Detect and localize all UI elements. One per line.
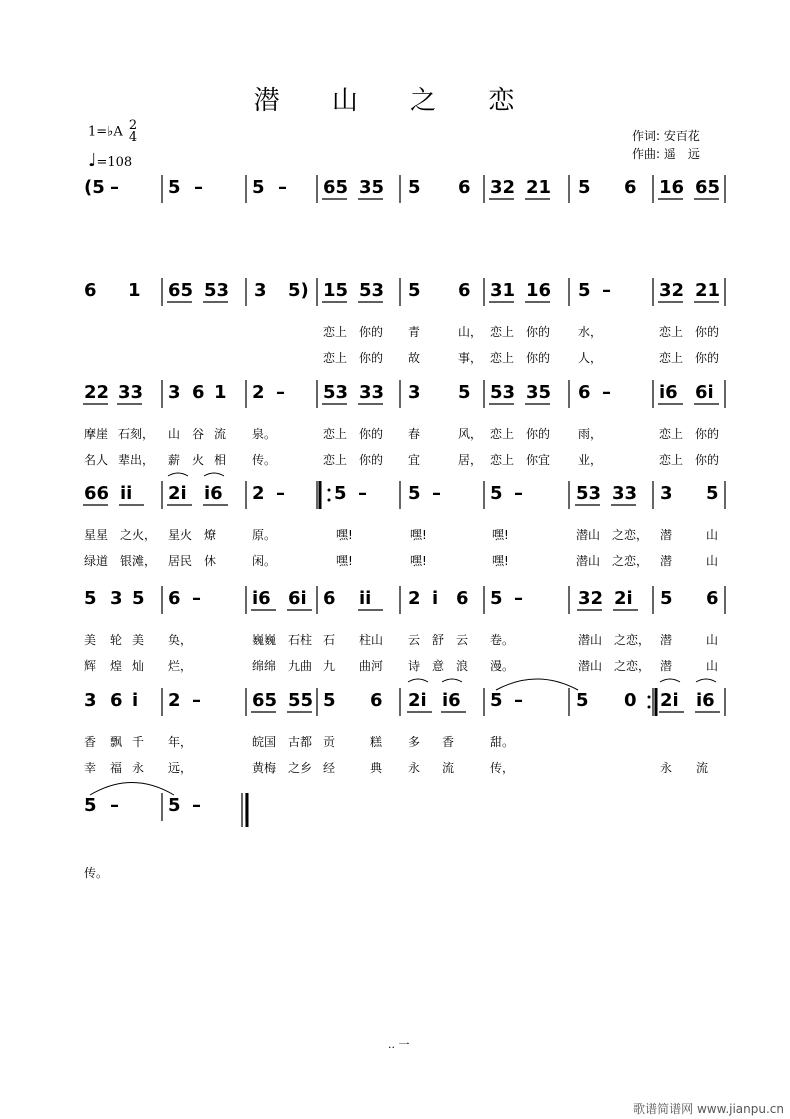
note: 5 bbox=[252, 177, 265, 198]
lyric-verse-2: 绿道 bbox=[84, 554, 109, 568]
watermark: 歌谱简谱网 www.jianpu.cn bbox=[633, 1102, 784, 1116]
lyric-verse-2: 薪 bbox=[168, 453, 181, 467]
lyric-verse-2: 传， bbox=[490, 761, 515, 775]
lyric-verse-1: 石 bbox=[323, 633, 336, 647]
lyric-verse-2: 辈出， bbox=[118, 453, 155, 467]
lyric-verse-2: 名人 bbox=[84, 453, 109, 467]
note: 2i bbox=[614, 588, 633, 609]
note: 5 bbox=[132, 588, 145, 609]
lyric-verse-1: 你的 bbox=[695, 325, 720, 339]
lyric-verse-2: 意 bbox=[432, 659, 445, 673]
lyric-verse-1: 嘿! bbox=[492, 528, 509, 542]
note: (5 bbox=[84, 177, 105, 198]
lyric-verse-2: 流 bbox=[696, 761, 709, 775]
lyric-verse-1: 雨， bbox=[578, 427, 603, 441]
lyric-verse-2: 恋上 bbox=[659, 453, 684, 467]
lyric-verse-2: 灿 bbox=[132, 659, 145, 673]
note: 2i bbox=[408, 690, 427, 711]
note: i6 bbox=[204, 483, 223, 504]
lyric-verse-2: 你的 bbox=[359, 453, 384, 467]
note: 55 bbox=[288, 690, 314, 711]
lyric-verse-2: 诗 bbox=[408, 659, 421, 673]
lyric-verse-2: 你的 bbox=[359, 351, 384, 365]
note: 53 bbox=[204, 280, 230, 301]
note: i6 bbox=[659, 382, 678, 403]
tail-lyric: 传。 bbox=[84, 866, 109, 880]
lyric-verse-2: 潜 bbox=[660, 659, 673, 673]
note: 2 bbox=[252, 483, 265, 504]
slur-mark bbox=[660, 679, 680, 682]
lyric-verse-1: 山 bbox=[706, 528, 719, 542]
lyric-verse-2: 烂， bbox=[168, 659, 193, 673]
lyric-verse-2: 火 bbox=[192, 453, 205, 467]
lyric-verse-2: 居， bbox=[458, 453, 483, 467]
note: 33 bbox=[118, 382, 144, 403]
lyric-verse-1: 之恋， bbox=[614, 633, 651, 647]
lyric-verse-2: 之恋， bbox=[614, 659, 651, 673]
lyric-verse-2: 恋上 bbox=[490, 453, 515, 467]
note: i bbox=[132, 690, 139, 711]
note: 5 bbox=[706, 483, 719, 504]
note: 6 bbox=[458, 280, 471, 301]
note: 53 bbox=[576, 483, 602, 504]
song-title: 潜 山 之 恋 bbox=[253, 86, 537, 116]
time-sig-bottom: 4 bbox=[128, 130, 138, 145]
note: 5 bbox=[490, 483, 503, 504]
note: 21 bbox=[526, 177, 552, 198]
note: 33 bbox=[359, 382, 385, 403]
note: 65 bbox=[252, 690, 278, 711]
lyric-verse-1: 泉。 bbox=[252, 427, 277, 441]
lyric-verse-1: 奂， bbox=[168, 633, 193, 647]
repeat-dot bbox=[648, 706, 651, 709]
note: 65 bbox=[168, 280, 194, 301]
lyric-verse-2: 之乡 bbox=[288, 761, 313, 775]
lyric-verse-1: 星火 bbox=[168, 528, 193, 542]
lyric-verse-2: 之恋， bbox=[612, 554, 649, 568]
note: 6 bbox=[168, 588, 181, 609]
lyric-verse-1: 恋上 bbox=[323, 427, 348, 441]
lyric-verse-1: 谷 bbox=[192, 427, 205, 441]
lyric-verse-2: 你的 bbox=[526, 351, 551, 365]
note: – bbox=[358, 483, 367, 504]
note: – bbox=[110, 177, 119, 198]
lyric-verse-2: 业， bbox=[578, 453, 603, 467]
note: 65 bbox=[323, 177, 349, 198]
lyric-verse-1: 星星 bbox=[84, 528, 109, 542]
note: 2 bbox=[408, 588, 421, 609]
lyricist-credit: 作词: 安百花 bbox=[632, 129, 700, 143]
note: 5 bbox=[334, 483, 347, 504]
lyric-verse-2: 潜山 bbox=[576, 554, 601, 568]
note: 2i bbox=[168, 483, 187, 504]
note: – bbox=[276, 382, 285, 403]
note: 5 bbox=[323, 690, 336, 711]
note: 3 bbox=[660, 483, 673, 504]
lyric-verse-1: 之恋， bbox=[612, 528, 649, 542]
lyric-verse-1: 贡 bbox=[323, 735, 336, 749]
lyric-verse-2: 事， bbox=[458, 351, 483, 365]
note: 5 bbox=[84, 795, 97, 816]
note: i6 bbox=[696, 690, 715, 711]
lyric-verse-1: 春 bbox=[408, 427, 421, 441]
note: 5 bbox=[408, 177, 421, 198]
lyric-verse-1: 之火， bbox=[120, 528, 157, 542]
lyric-verse-2: 宜 bbox=[408, 453, 421, 467]
lyric-verse-2: 居民 bbox=[168, 554, 193, 568]
slur-mark bbox=[442, 679, 462, 682]
lyric-verse-1: 恋上 bbox=[323, 325, 348, 339]
lyric-verse-2: 山 bbox=[706, 554, 719, 568]
lyric-verse-1: 潜山 bbox=[576, 528, 601, 542]
note: 6 bbox=[110, 690, 123, 711]
note: – bbox=[192, 795, 201, 816]
lyric-verse-1: 甜。 bbox=[490, 735, 515, 749]
lyric-verse-1: 多 bbox=[408, 735, 421, 749]
lyric-verse-1: 你的 bbox=[695, 427, 720, 441]
lyric-verse-1: 美 bbox=[84, 633, 97, 647]
repeat-dot bbox=[328, 489, 331, 492]
lyric-verse-1: 卷。 bbox=[490, 633, 515, 647]
note: – bbox=[192, 690, 201, 711]
note: 5) bbox=[288, 280, 309, 301]
lyric-verse-1: 原。 bbox=[252, 528, 277, 542]
lyric-verse-2: 你的 bbox=[695, 453, 720, 467]
note: 6 bbox=[624, 177, 637, 198]
lyric-verse-2: 潜山 bbox=[578, 659, 603, 673]
note: 5 bbox=[168, 177, 181, 198]
note: 5 bbox=[578, 280, 591, 301]
lyric-verse-2: 流 bbox=[442, 761, 455, 775]
note: 5 bbox=[490, 690, 503, 711]
lyric-verse-2: 恋上 bbox=[659, 351, 684, 365]
slur-mark bbox=[696, 679, 716, 682]
lyric-verse-2: 永 bbox=[660, 761, 673, 775]
note: – bbox=[278, 177, 287, 198]
lyric-verse-1: 恋上 bbox=[659, 427, 684, 441]
note: – bbox=[602, 382, 611, 403]
note: 53 bbox=[490, 382, 516, 403]
slur-mark bbox=[168, 473, 188, 476]
note: ii bbox=[120, 483, 133, 504]
lyric-verse-2: 九 bbox=[323, 659, 336, 673]
note: 5 bbox=[168, 795, 181, 816]
note: 2 bbox=[168, 690, 181, 711]
note: 0 bbox=[624, 690, 637, 711]
note: 6 bbox=[458, 177, 471, 198]
note: 53 bbox=[359, 280, 385, 301]
note: 5 bbox=[490, 588, 503, 609]
lyric-verse-1: 风， bbox=[458, 427, 483, 441]
note: – bbox=[110, 795, 119, 816]
page-marks: .. 一 bbox=[388, 1038, 410, 1051]
lyric-verse-1: 石刻， bbox=[118, 427, 155, 441]
lyric-verse-1: 燎 bbox=[204, 528, 217, 542]
note: 6i bbox=[288, 588, 307, 609]
lyric-verse-2: 相 bbox=[214, 453, 227, 467]
note: – bbox=[194, 177, 203, 198]
note: 5 bbox=[84, 588, 97, 609]
lyric-verse-1: 年， bbox=[168, 735, 193, 749]
note: 3 bbox=[110, 588, 123, 609]
flat-symbol: ♭ bbox=[107, 124, 114, 140]
lyric-verse-2: 嘿! bbox=[492, 554, 509, 568]
note: – bbox=[192, 588, 201, 609]
lyric-verse-2: 人， bbox=[578, 351, 603, 365]
note: 31 bbox=[490, 280, 516, 301]
repeat-dot bbox=[328, 499, 331, 502]
lyric-verse-2: 嘿! bbox=[410, 554, 427, 568]
lyric-verse-2: 嘿! bbox=[336, 554, 353, 568]
note: 35 bbox=[359, 177, 385, 198]
lyric-verse-2: 闲。 bbox=[252, 554, 277, 568]
note: 6 bbox=[578, 382, 591, 403]
lyric-verse-1: 云 bbox=[408, 633, 421, 647]
slur-mark bbox=[408, 679, 428, 682]
composer-credit: 作曲: 遥 远 bbox=[632, 147, 700, 161]
note: 1 bbox=[214, 382, 227, 403]
lyric-verse-1: 山 bbox=[706, 633, 719, 647]
lyric-verse-2: 浪 bbox=[456, 659, 469, 673]
note: 35 bbox=[526, 382, 552, 403]
note: 5 bbox=[408, 483, 421, 504]
lyric-verse-1: 恋上 bbox=[659, 325, 684, 339]
lyric-verse-2: 休 bbox=[204, 554, 217, 568]
note: 5 bbox=[660, 588, 673, 609]
note: 32 bbox=[490, 177, 516, 198]
note: 6 bbox=[192, 382, 205, 403]
tempo-value: =108 bbox=[96, 155, 133, 170]
note: – bbox=[514, 690, 523, 711]
quarter-note-icon: ♩ bbox=[88, 150, 97, 171]
note: – bbox=[432, 483, 441, 504]
note: 65 bbox=[695, 177, 721, 198]
lyric-verse-2: 曲河 bbox=[359, 659, 384, 673]
tie-arc bbox=[496, 679, 578, 690]
lyric-verse-2: 山 bbox=[706, 659, 719, 673]
note: 6 bbox=[706, 588, 719, 609]
note: 6i bbox=[695, 382, 714, 403]
lyric-verse-2: 典 bbox=[370, 761, 383, 775]
repeat-dot bbox=[648, 696, 651, 699]
lyric-verse-1: 你的 bbox=[526, 427, 551, 441]
lyric-verse-2: 你的 bbox=[695, 351, 720, 365]
lyric-verse-1: 你的 bbox=[526, 325, 551, 339]
lyric-verse-1: 潜 bbox=[660, 633, 673, 647]
lyric-verse-2: 漫。 bbox=[490, 659, 515, 673]
lyric-verse-2: 你宜 bbox=[526, 453, 551, 467]
lyric-verse-1: 嘿! bbox=[410, 528, 427, 542]
lyric-verse-2: 黄梅 bbox=[252, 761, 277, 775]
lyric-verse-1: 古都 bbox=[288, 735, 313, 749]
note: 6 bbox=[370, 690, 383, 711]
lyric-verse-2: 辉 bbox=[84, 659, 97, 673]
lyric-verse-1: 山， bbox=[458, 325, 483, 339]
lyric-verse-2: 恋上 bbox=[323, 453, 348, 467]
lyric-verse-1: 潜山 bbox=[578, 633, 603, 647]
slur-mark bbox=[204, 473, 224, 476]
lyric-verse-1: 流 bbox=[214, 427, 227, 441]
note: – bbox=[514, 483, 523, 504]
note: i6 bbox=[252, 588, 271, 609]
lyric-verse-2: 煌 bbox=[110, 659, 123, 673]
lyric-verse-2: 绵绵 bbox=[252, 659, 277, 673]
lyric-verse-1: 你的 bbox=[359, 427, 384, 441]
note: 3 bbox=[254, 280, 267, 301]
lyric-verse-1: 美 bbox=[132, 633, 145, 647]
note: i6 bbox=[442, 690, 461, 711]
lyric-verse-2: 传。 bbox=[252, 453, 277, 467]
key-prefix: 1= bbox=[88, 124, 108, 140]
note: 21 bbox=[695, 280, 721, 301]
note: 32 bbox=[578, 588, 604, 609]
lyric-verse-1: 摩崖 bbox=[84, 427, 109, 441]
lyric-verse-2: 九曲 bbox=[288, 659, 313, 673]
note: ii bbox=[359, 588, 372, 609]
key-tonic: A bbox=[113, 124, 123, 140]
lyric-verse-1: 恋上 bbox=[490, 427, 515, 441]
lyric-verse-1: 山 bbox=[168, 427, 181, 441]
lyric-verse-1: 轮 bbox=[110, 633, 123, 647]
lyric-verse-2: 故 bbox=[408, 351, 421, 365]
note: 2i bbox=[660, 690, 679, 711]
note: 2 bbox=[252, 382, 265, 403]
note: 66 bbox=[84, 483, 110, 504]
lyric-verse-2: 经 bbox=[323, 761, 336, 775]
lyric-verse-1: 飘 bbox=[110, 735, 123, 749]
lyric-verse-2: 恋上 bbox=[323, 351, 348, 365]
note: 5 bbox=[458, 382, 471, 403]
lyric-verse-2: 恋上 bbox=[490, 351, 515, 365]
note: 16 bbox=[659, 177, 685, 198]
note: 33 bbox=[612, 483, 638, 504]
lyric-verse-1: 柱山 bbox=[359, 633, 384, 647]
lyric-verse-1: 水， bbox=[578, 325, 603, 339]
note: 15 bbox=[323, 280, 349, 301]
note: 6 bbox=[84, 280, 97, 301]
lyric-verse-1: 皖国 bbox=[252, 735, 277, 749]
note: 22 bbox=[84, 382, 110, 403]
note: 53 bbox=[323, 382, 349, 403]
note: – bbox=[276, 483, 285, 504]
lyric-verse-1: 巍巍 bbox=[252, 633, 277, 647]
lyric-verse-1: 青 bbox=[408, 325, 421, 339]
note: 6 bbox=[456, 588, 469, 609]
note: 5 bbox=[578, 177, 591, 198]
note: – bbox=[602, 280, 611, 301]
lyric-verse-2: 幸 bbox=[84, 761, 97, 775]
lyric-verse-1: 糕 bbox=[370, 735, 383, 749]
lyric-verse-1: 你的 bbox=[359, 325, 384, 339]
lyric-verse-1: 潜 bbox=[660, 528, 673, 542]
note: 5 bbox=[576, 690, 589, 711]
note: 5 bbox=[408, 280, 421, 301]
lyric-verse-1: 石柱 bbox=[288, 633, 313, 647]
note: 3 bbox=[168, 382, 181, 403]
lyric-verse-1: 千 bbox=[132, 735, 145, 749]
note: i bbox=[432, 588, 439, 609]
note: 3 bbox=[408, 382, 421, 403]
lyric-verse-2: 远， bbox=[168, 761, 193, 775]
lyric-verse-2: 潜 bbox=[660, 554, 673, 568]
note: 1 bbox=[128, 280, 141, 301]
lyric-verse-1: 恋上 bbox=[490, 325, 515, 339]
lyric-verse-2: 永 bbox=[132, 761, 145, 775]
lyric-verse-1: 舒 bbox=[432, 633, 445, 647]
note: 3 bbox=[84, 690, 97, 711]
lyric-verse-2: 银滩， bbox=[120, 554, 157, 568]
note: 32 bbox=[659, 280, 685, 301]
note: 16 bbox=[526, 280, 552, 301]
lyric-verse-1: 嘿! bbox=[336, 528, 353, 542]
lyric-verse-1: 香 bbox=[84, 735, 97, 749]
lyric-verse-1: 云 bbox=[456, 633, 469, 647]
lyric-verse-2: 永 bbox=[408, 761, 421, 775]
note: – bbox=[514, 588, 523, 609]
lyric-verse-1: 香 bbox=[442, 735, 455, 749]
time-sig-top: 2 bbox=[128, 118, 138, 133]
note: 6 bbox=[323, 588, 336, 609]
lyric-verse-2: 福 bbox=[110, 761, 123, 775]
